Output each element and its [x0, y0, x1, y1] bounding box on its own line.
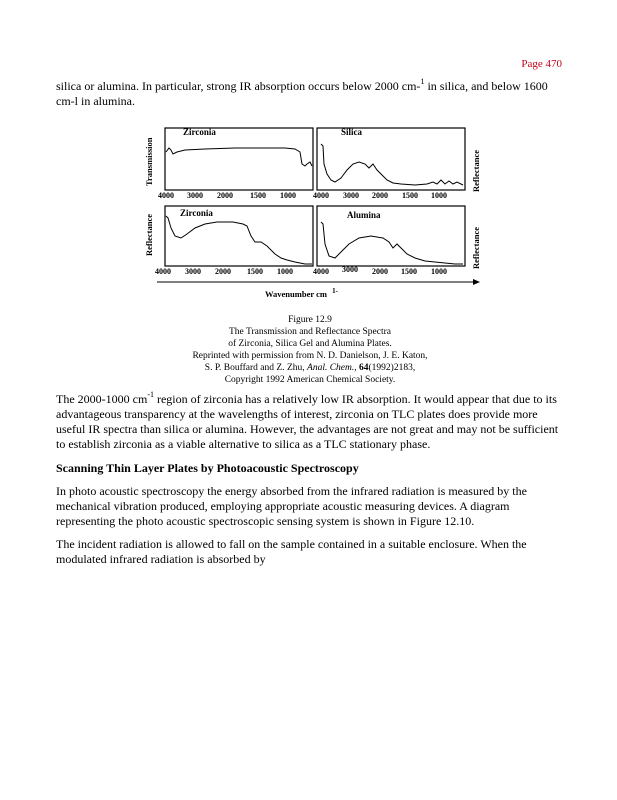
panel-title: Silica	[341, 127, 363, 137]
caption-line: Figure 12.9	[288, 315, 332, 325]
tick-label: 3000	[185, 267, 201, 276]
tick-label: 1500	[402, 191, 418, 200]
caption-line: S. P. Bouffard and Z. Zhu, Anal. Chem., 64(1992)2183,	[204, 363, 416, 373]
panel-silica-reflectance	[313, 127, 481, 200]
tick-label: 1000	[431, 191, 447, 200]
ir-spectra-figure	[135, 124, 485, 314]
x-axis-arrow	[157, 279, 480, 285]
spectrum-line	[166, 148, 312, 166]
page-number: Page 470	[521, 58, 562, 70]
tick-label: 4000	[158, 191, 174, 200]
y-axis-label: Reflectance	[471, 226, 481, 269]
tick-label: 3000	[343, 191, 359, 200]
spectrum-line	[321, 222, 463, 264]
tick-label: 3000	[342, 265, 358, 274]
tick-label: 1000	[277, 267, 293, 276]
tick-label: 1000	[280, 191, 296, 200]
caption-line: Reprinted with permission from N. D. Danielson, J. E. Katon,	[192, 351, 428, 361]
figure-caption	[150, 314, 470, 386]
y-axis-label: Reflectance	[471, 149, 481, 192]
paragraph-2: The 2000-1000 $cm^{-1}$ region of zirconia has a relatively low IR absorption. It would appear that due to its advantageous transparency at the wavelengths of interest, zirconia on TLC plates does provide more useful IR spectra than silica or alumina. However, the advantages are not great and may not be sufficient to establish zirconia as a viable alternative to silica as a TLC stationary phase.	[56, 390, 559, 451]
tick-label: 2000	[217, 191, 233, 200]
caption-line: Copyright 1992 American Chemical Society.	[224, 375, 396, 385]
tick-label: 1500	[401, 267, 417, 276]
tick-label: 4000	[313, 267, 329, 276]
panel-alumina-reflectance	[313, 206, 481, 276]
tick-label: 1000	[431, 267, 447, 276]
tick-label: 4000	[313, 191, 329, 200]
panel-title: Zirconia	[180, 208, 213, 218]
panel-title: Alumina	[347, 210, 381, 220]
spectrum-line	[321, 144, 463, 185]
panel-zirconia-transmission	[144, 127, 313, 200]
panel-zirconia-reflectance	[144, 206, 313, 276]
tick-label: 2000	[372, 191, 388, 200]
y-axis-label: Transmission	[144, 137, 154, 186]
paragraph-3: In photo acoustic spectroscopy the energy absorbed from the infrared radiation is measured by the mechanical vibration produced, employing appropriate acoustic measuring devices. A diagram representing the photo acoustic spectroscopic sensing system is shown in Figure 12.10.	[56, 484, 527, 528]
tick-label: 2000	[372, 267, 388, 276]
tick-label: 1500	[247, 267, 263, 276]
spectrum-line	[166, 216, 312, 264]
paragraph-1: silica or alumina. In particular, strong IR absorption occurs below 2000 cm-$^1$ in silica, and below 1600 cm-l in alumina.	[56, 77, 548, 108]
section-heading: Scanning Thin Layer Plates by Photoacoustic Spectroscopy	[56, 461, 359, 475]
panel-title: Zirconia	[183, 127, 216, 137]
x-axis-title: Wavenumber cm $^{1-}$	[265, 287, 338, 299]
tick-label: 4000	[155, 267, 171, 276]
y-axis-label: Reflectance	[144, 213, 154, 256]
caption-line: The Transmission and Reflectance Spectra	[229, 327, 391, 337]
tick-label: 2000	[215, 267, 231, 276]
paragraph-4: The incident radiation is allowed to fall on the sample contained in a suitable enclosure. When the modulated infrared radiation is absorbed by	[56, 537, 527, 566]
tick-label: 1500	[250, 191, 266, 200]
caption-line: of Zirconia, Silica Gel and Alumina Plates.	[228, 339, 392, 349]
tick-label: 3000	[187, 191, 203, 200]
